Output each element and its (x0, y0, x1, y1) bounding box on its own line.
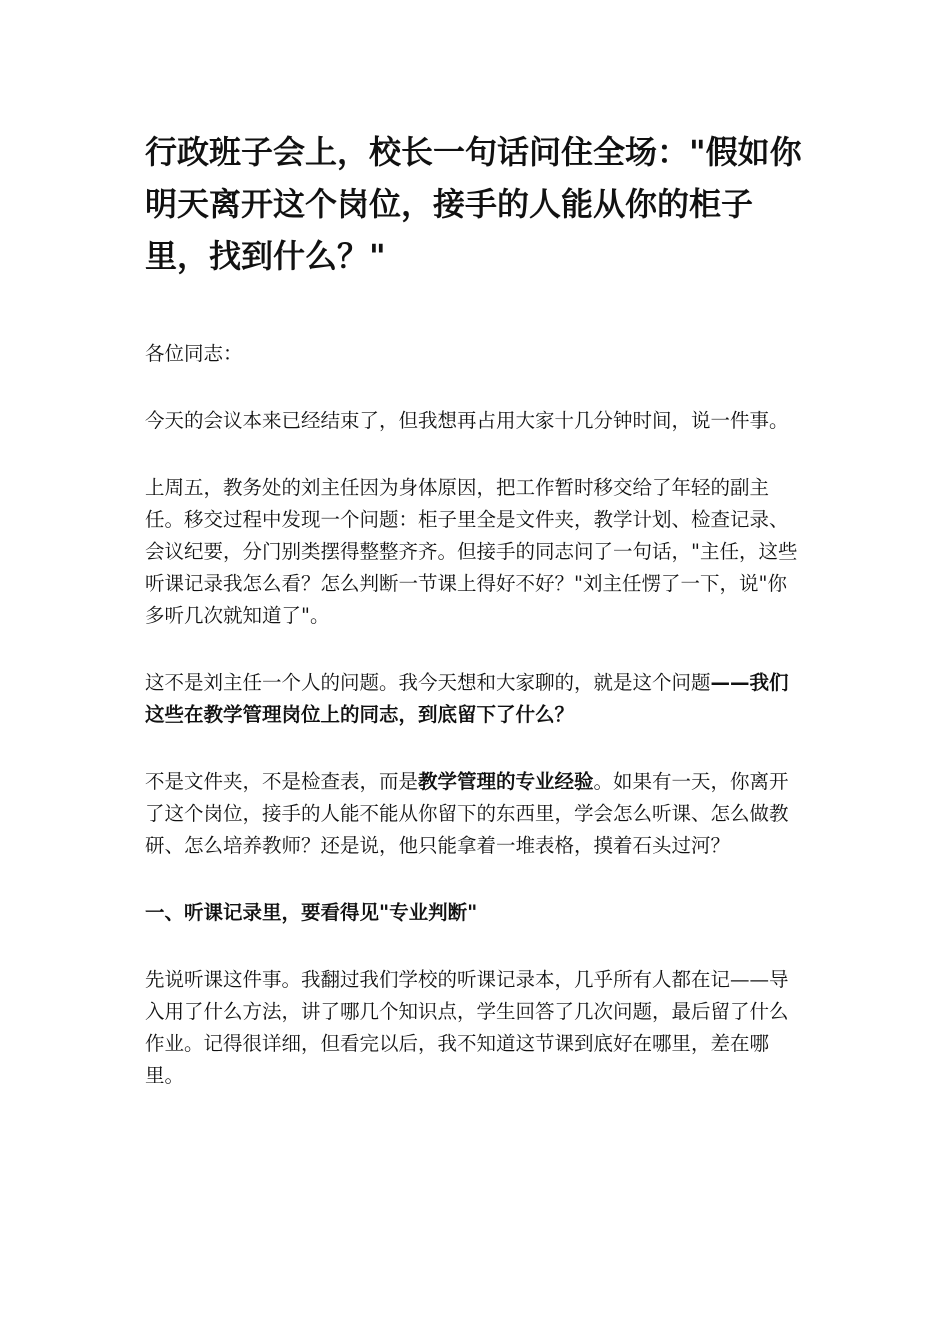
paragraph-3-text: 这不是刘主任一个人的问题。我今天想和大家聊的，就是这个问题 (145, 671, 711, 694)
greeting: 各位同志： (145, 342, 243, 365)
paragraph-4-text-b: 。如果有一天，你离开了这个岗位，接手的人能不能从你留下的东西里，学会怎么听课、怎么做教研、怎么培养教师？还是说，他只能拿着一堆表格，摸着石头过河？ (145, 770, 789, 857)
paragraph-1: 今天的会议本来已经结束了，但我想再占用大家十几分钟时间，说一件事。 (145, 409, 789, 432)
document-title: 行政班子会上，校长一句话问住全场："假如你明天离开这个岗位，接手的人能从你的柜子里，找到什么？" (145, 133, 802, 275)
paragraph-3 (145, 667, 805, 731)
paragraph-4 (145, 766, 805, 862)
paragraph-5: 先说听课这件事。我翻过我们学校的听课记录本，几乎所有人都在记——导入用了什么方法，讲了哪几个知识点，学生回答了几次问题，最后留了什么作业。记得很详细，但看完以后，我不知道这节课到底好在哪里，差在哪里。 (145, 968, 789, 1087)
paragraph-3-emphasis: ——我们这些在教学管理岗位上的同志，到底留下了什么？ (145, 671, 789, 726)
section-1-heading: 一、听课记录里，要看得见"专业判断" (145, 901, 478, 924)
document-page (145, 126, 805, 1127)
paragraph-2: 上周五，教务处的刘主任因为身体原因，把工作暂时移交给了年轻的副主任。移交过程中发现一个问题：柜子里全是文件夹，教学计划、检查记录、会议纪要，分门别类摆得整整齐齐。但接手的同志问了一句话，"主任，这些听课记录我怎么看？怎么判断一节课上得好不好？"刘主任愣了一下，说"你多听几次就知道了"。 (145, 476, 798, 627)
paragraph-4-emphasis: 教学管理的专业经验 (418, 770, 594, 793)
paragraph-4-text-a: 不是文件夹，不是检查表，而是 (145, 770, 419, 793)
